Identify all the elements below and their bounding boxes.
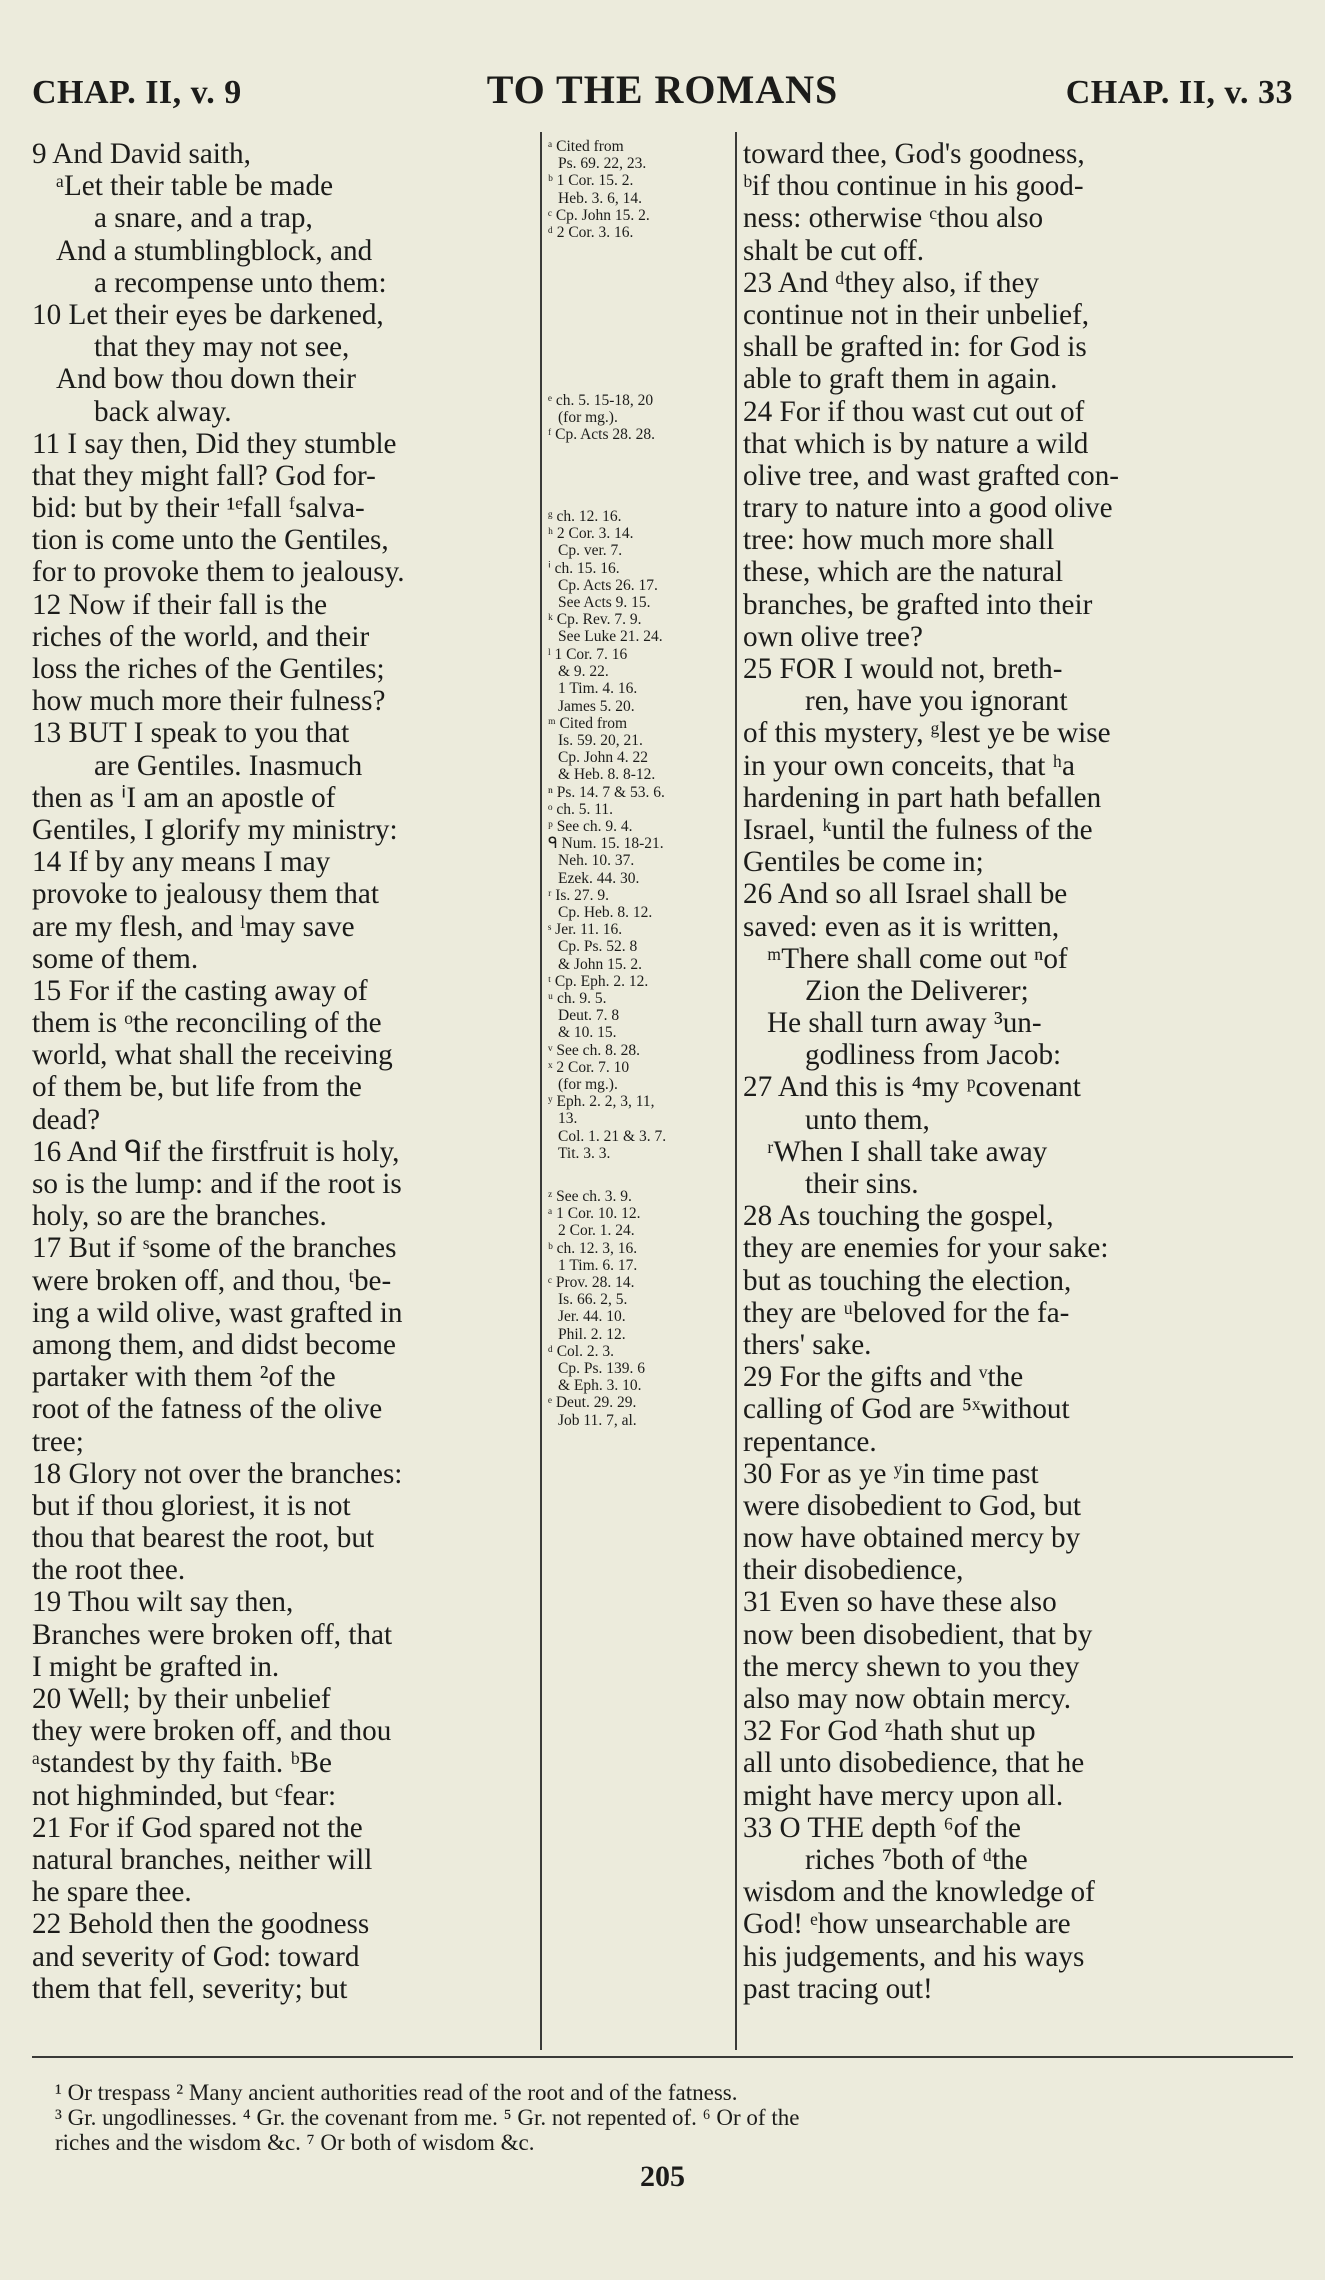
- margin-note-line: ᵏ Cp. Rev. 7. 9.: [548, 611, 642, 629]
- text-line: are Gentiles. Inasmuch: [94, 749, 363, 782]
- margin-note-line: & 9. 22.: [558, 663, 609, 681]
- text-line: 16 And ᑫif the firstfruit is holy,: [32, 1135, 400, 1168]
- margin-note-line: ᵘ ch. 9. 5.: [548, 990, 607, 1008]
- text-line: natural branches, neither will: [32, 1843, 373, 1876]
- text-line: 17 But if ˢsome of the branches: [32, 1232, 397, 1265]
- text-line: ᵇif thou continue in his good-: [743, 170, 1084, 203]
- text-line: a recompense unto them:: [94, 266, 387, 299]
- margin-note-line: ᵈ Col. 2. 3.: [548, 1342, 614, 1360]
- text-line: And bow thou down their: [56, 363, 356, 396]
- text-line: a snare, and a trap,: [94, 202, 313, 235]
- margin-note-line: Col. 1. 21 & 3. 7.: [558, 1127, 667, 1145]
- page-number: 205: [640, 2160, 685, 2193]
- text-line: hardening in part hath befallen: [743, 781, 1102, 814]
- margin-note-line: 1 Tim. 4. 16.: [558, 680, 638, 698]
- text-line: holy, so are the branches.: [32, 1200, 327, 1233]
- text-line: thers' sake.: [743, 1328, 872, 1361]
- text-line: Gentiles, I glorify my ministry:: [32, 813, 398, 846]
- margin-note-line: ˣ 2 Cor. 7. 10: [548, 1058, 630, 1076]
- margin-note-line: See Luke 21. 24.: [558, 628, 663, 646]
- text-line: were broken off, and thou, ᵗbe-: [32, 1264, 392, 1297]
- margin-note-line: See Acts 9. 15.: [558, 594, 651, 612]
- margin-note-line: James 5. 20.: [558, 697, 635, 715]
- text-line: were disobedient to God, but: [743, 1489, 1082, 1522]
- margin-note-group: [548, 392, 734, 444]
- text-line: ʳWhen I shall take away: [767, 1135, 1048, 1168]
- text-line: 27 And this is ⁴my ᵖcovenant: [743, 1071, 1081, 1104]
- text-line: the mercy shewn to you they: [743, 1650, 1080, 1683]
- margin-note-line: ᵐ Cited from: [548, 714, 628, 732]
- text-line: And a stumblingblock, and: [56, 234, 373, 267]
- text-line: calling of God are ⁵ˣwithout: [743, 1393, 1070, 1426]
- text-line: He shall turn away ³un-: [767, 1007, 1042, 1040]
- text-line: tree: how much more shall: [743, 524, 1055, 557]
- text-line: his judgements, and his ways: [743, 1940, 1085, 1973]
- text-line: 20 Well; by their unbelief: [32, 1683, 331, 1715]
- footnote-line: ³ Gr. ungodlinesses. ⁴ Gr. the covenant from me. ⁵ Gr. not repented of. ⁶ Or of the: [55, 2105, 800, 2130]
- text-line: continue not in their unbelief,: [743, 298, 1090, 331]
- text-line: they are ᵘbeloved for the fa-: [743, 1296, 1070, 1329]
- text-line: Gentiles be come in;: [743, 846, 984, 879]
- margin-note-line: ʳ Is. 27. 9.: [548, 886, 610, 904]
- margin-note-line: ʸ Eph. 2. 2, 3, 11,: [548, 1093, 655, 1111]
- text-line: I might be grafted in.: [32, 1650, 280, 1683]
- text-line: ing a wild olive, wast grafted in: [32, 1296, 403, 1329]
- margin-note-line: Is. 59. 20, 21.: [558, 732, 643, 750]
- margin-note-line: ᶻ See ch. 3. 9.: [548, 1188, 632, 1205]
- text-line: that which is by nature a wild: [743, 427, 1089, 460]
- margin-note-line: Cp. John 4. 22: [558, 749, 648, 767]
- text-line: they are enemies for your sake:: [743, 1232, 1109, 1265]
- text-line: for to provoke them to jealousy.: [32, 556, 405, 589]
- margin-note-line: Deut. 7. 8: [558, 1007, 620, 1025]
- header-book-title: TO THE ROMANS: [486, 67, 839, 112]
- margin-note-line: ˢ Jer. 11. 16.: [548, 921, 623, 939]
- margin-note-line: ʰ 2 Cor. 3. 14.: [548, 525, 634, 543]
- margin-note-line: ⁿ Ps. 14. 7 & 53. 6.: [548, 783, 665, 801]
- text-line: able to graft them in again.: [743, 363, 1058, 396]
- margin-note-line: ᵃ Cited from: [548, 138, 624, 155]
- margin-note-line: Cp. ver. 7.: [558, 542, 623, 560]
- text-line: unto them,: [805, 1103, 930, 1136]
- text-line: past tracing out!: [743, 1972, 933, 2005]
- text-line: 26 And so all Israel shall be: [743, 878, 1068, 911]
- margin-note-group: [548, 138, 734, 241]
- margin-note-line: & Eph. 3. 10.: [558, 1377, 642, 1395]
- text-line: not highminded, but ᶜfear:: [32, 1779, 337, 1812]
- text-line: 13 BUT I speak to you that: [32, 717, 350, 750]
- text-line: wisdom and the knowledge of: [743, 1876, 1095, 1909]
- text-line: 25 FOR I would not, breth-: [743, 653, 1063, 685]
- text-line: 33 O THE depth ⁶of the: [743, 1811, 1021, 1844]
- text-line: tree;: [32, 1425, 84, 1458]
- text-line: ren, have you ignorant: [805, 685, 1068, 718]
- column-divider-right: [735, 132, 737, 2050]
- text-line: thou that bearest the root, but: [32, 1522, 375, 1555]
- text-line: ᵐThere shall come out ⁿof: [767, 942, 1068, 975]
- margin-note-line: ᵈ 2 Cor. 3. 16.: [548, 224, 634, 242]
- text-line: back alway.: [94, 395, 232, 428]
- margin-note-line: ᵒ ch. 5. 11.: [548, 800, 614, 818]
- margin-note-line: ᶠ Cp. Acts 28. 28.: [548, 426, 656, 444]
- text-line: 14 If by any means I may: [32, 846, 331, 879]
- text-line: Zion the Deliverer;: [805, 974, 1029, 1007]
- margin-note-line: (for mg.).: [558, 1076, 618, 1094]
- text-line: own olive tree?: [743, 620, 923, 653]
- margin-note-line: ᵗ Cp. Eph. 2. 12.: [548, 972, 649, 990]
- text-line: bid: but by their ¹ᵉfall ᶠsalva-: [32, 492, 365, 525]
- margin-note-line: Tit. 3. 3.: [558, 1144, 611, 1162]
- header-left-reference: CHAP. II, v. 9: [32, 74, 242, 111]
- text-line: saved: even as it is written,: [743, 910, 1060, 943]
- text-line: loss the riches of the Gentiles;: [32, 653, 385, 685]
- margin-note-line: 2 Cor. 1. 24.: [558, 1222, 635, 1240]
- text-line: olive tree, and wast grafted con-: [743, 459, 1120, 492]
- margin-note-line: Is. 66. 2, 5.: [558, 1291, 628, 1309]
- footnote-line: ¹ Or trespass ² Many ancient authorities read of the root and of the fatness.: [55, 2080, 738, 2105]
- margin-note-line: ˡ 1 Cor. 7. 16: [548, 646, 628, 663]
- text-line: all unto disobedience, that he: [743, 1747, 1085, 1780]
- text-line: of them be, but life from the: [32, 1071, 362, 1104]
- text-line: 9 And David saith,: [32, 138, 251, 170]
- margin-note-line: & John 15. 2.: [558, 955, 642, 973]
- margin-note-line: Cp. Ps. 139. 6: [558, 1360, 645, 1378]
- footnote-line: riches and the wisdom &c. ⁷ Or both of wisdom &c.: [55, 2130, 535, 2155]
- text-line: these, which are the natural: [743, 556, 1064, 589]
- margin-note-line: Cp. Heb. 8. 12.: [558, 904, 653, 922]
- text-line: toward thee, God's goodness,: [743, 138, 1085, 170]
- margin-note-line: ᵉ Deut. 29. 29.: [548, 1394, 637, 1412]
- column-divider-left: [540, 132, 542, 2050]
- text-line: godliness from Jacob:: [805, 1039, 1062, 1072]
- text-line: now have obtained mercy by: [743, 1522, 1081, 1555]
- text-line: so is the lump: and if the root is: [32, 1168, 402, 1200]
- text-line: some of them.: [32, 942, 199, 975]
- margin-note-line: ᵇ 1 Cor. 15. 2.: [548, 172, 634, 190]
- margin-note-line: ᶜ Prov. 28. 14.: [548, 1274, 635, 1292]
- text-line: 22 Behold then the goodness: [32, 1908, 370, 1941]
- text-line: but if thou gloriest, it is not: [32, 1489, 351, 1522]
- text-line: their sins.: [805, 1168, 919, 1200]
- text-line: riches of the world, and their: [32, 620, 370, 653]
- text-line: they were broken off, and thou: [32, 1715, 392, 1748]
- text-line: ness: otherwise ᶜthou also: [743, 202, 1044, 235]
- text-line: 10 Let their eyes be darkened,: [32, 298, 384, 331]
- margin-note-line: Cp. Ps. 52. 8: [558, 938, 638, 956]
- text-line: branches, be grafted into their: [743, 588, 1093, 621]
- text-line: Branches were broken off, that: [32, 1618, 393, 1651]
- footnote-rule: [32, 2056, 1293, 2058]
- margin-note-line: 1 Tim. 6. 17.: [558, 1256, 638, 1274]
- text-line: 23 And ᵈthey also, if they: [743, 266, 1040, 299]
- text-line: that they may not see,: [94, 331, 350, 364]
- text-line: 12 Now if their fall is the: [32, 588, 328, 621]
- text-line: them that fell, severity; but: [32, 1972, 348, 2005]
- text-line: 29 For the gifts and ᵛthe: [743, 1361, 1024, 1394]
- text-line: dead?: [32, 1103, 101, 1136]
- margin-note-line: ᑫ Num. 15. 18-21.: [548, 835, 664, 853]
- text-line: 19 Thou wilt say then,: [32, 1586, 294, 1619]
- margin-note-line: ᵇ ch. 12. 3, 16.: [548, 1239, 638, 1257]
- text-line: also may now obtain mercy.: [743, 1683, 1072, 1715]
- text-line: are my flesh, and ˡmay save: [32, 910, 355, 943]
- margin-note-line: 13.: [558, 1110, 578, 1128]
- text-line: of this mystery, ᵍlest ye be wise: [743, 717, 1111, 750]
- right-text-column: [743, 138, 1253, 2043]
- text-line: 11 I say then, Did they stumble: [32, 427, 397, 460]
- text-line: provoke to jealousy them that: [32, 878, 379, 911]
- text-line: among them, and didst become: [32, 1328, 396, 1361]
- header-right-reference: CHAP. II, v. 33: [1065, 74, 1293, 111]
- text-line: now been disobedient, that by: [743, 1618, 1093, 1651]
- margin-note-line: ᵃ 1 Cor. 10. 12.: [548, 1205, 641, 1223]
- text-line: shall be grafted in: for God is: [743, 331, 1087, 364]
- margin-note-line: & Heb. 8. 8-12.: [558, 766, 656, 784]
- text-line: but as touching the election,: [743, 1264, 1072, 1297]
- running-header: [30, 66, 1295, 126]
- margin-note-line: ⁱ ch. 15. 16.: [548, 559, 620, 577]
- text-line: 28 As touching the gospel,: [743, 1200, 1054, 1233]
- margin-note-line: Job 11. 7, al.: [558, 1411, 637, 1429]
- text-line: the root thee.: [32, 1554, 186, 1587]
- text-line: riches ⁷both of ᵈthe: [805, 1843, 1028, 1876]
- text-line: repentance.: [743, 1425, 877, 1458]
- text-line: ᵃLet their table be made: [56, 170, 334, 203]
- text-line: 15 For if the casting away of: [32, 974, 368, 1007]
- margin-note-line: ᵖ See ch. 9. 4.: [548, 818, 633, 836]
- text-line: shalt be cut off.: [743, 234, 925, 267]
- text-line: 31 Even so have these also: [743, 1586, 1057, 1619]
- text-line: how much more their fulness?: [32, 685, 386, 718]
- margin-note-group: [548, 646, 734, 1162]
- margin-note-group: [548, 508, 734, 646]
- text-line: in your own conceits, that ʰa: [743, 749, 1075, 782]
- margin-note-line: ᵉ ch. 5. 15-18, 20: [548, 392, 654, 409]
- text-line: 18 Glory not over the branches:: [32, 1457, 403, 1490]
- left-text-column: [32, 138, 532, 2043]
- text-line: and severity of God: toward: [32, 1940, 360, 1973]
- margin-note-group: [548, 1188, 734, 1429]
- margin-note-line: ᶜ Cp. John 15. 2.: [548, 206, 650, 224]
- margin-note-line: Jer. 44. 10.: [558, 1308, 626, 1326]
- margin-note-line: (for mg.).: [558, 409, 618, 427]
- text-line: world, what shall the receiving: [32, 1039, 393, 1072]
- text-line: their disobedience,: [743, 1554, 964, 1587]
- text-line: partaker with them ²of the: [32, 1361, 336, 1394]
- margin-note-line: Heb. 3. 6, 14.: [558, 189, 642, 207]
- text-line: 32 For God ᶻhath shut up: [743, 1715, 1036, 1748]
- footnotes: [55, 2080, 1285, 2155]
- margin-references: [548, 138, 734, 2043]
- text-line: tion is come unto the Gentiles,: [32, 524, 389, 557]
- text-line: might have mercy upon all.: [743, 1779, 1064, 1812]
- margin-note-line: Phil. 2. 12.: [558, 1325, 626, 1343]
- margin-note-line: Neh. 10. 37.: [558, 852, 635, 870]
- text-line: ᵃstandest by thy faith. ᵇBe: [32, 1747, 332, 1780]
- margin-note-line: ᵍ ch. 12. 16.: [548, 508, 622, 525]
- text-line: 21 For if God spared not the: [32, 1811, 363, 1844]
- margin-note-line: Ps. 69. 22, 23.: [558, 155, 647, 173]
- text-line: 24 For if thou wast cut out of: [743, 395, 1085, 428]
- text-line: them is ᵒthe reconciling of the: [32, 1007, 382, 1040]
- margin-note-line: Ezek. 44. 30.: [558, 869, 640, 887]
- margin-note-line: Cp. Acts 26. 17.: [558, 576, 658, 594]
- text-line: God! ᵉhow unsearchable are: [743, 1908, 1071, 1941]
- text-line: that they might fall? God for-: [32, 459, 376, 492]
- text-line: then as ⁱI am an apostle of: [32, 781, 336, 814]
- text-line: he spare thee.: [32, 1876, 192, 1909]
- text-line: Israel, ᵏuntil the fulness of the: [743, 813, 1093, 846]
- text-line: 30 For as ye ʸin time past: [743, 1457, 1039, 1490]
- text-line: trary to nature into a good olive: [743, 492, 1113, 525]
- margin-note-line: ᵛ See ch. 8. 28.: [548, 1041, 640, 1059]
- margin-note-line: & 10. 15.: [558, 1024, 617, 1042]
- text-line: root of the fatness of the olive: [32, 1393, 383, 1426]
